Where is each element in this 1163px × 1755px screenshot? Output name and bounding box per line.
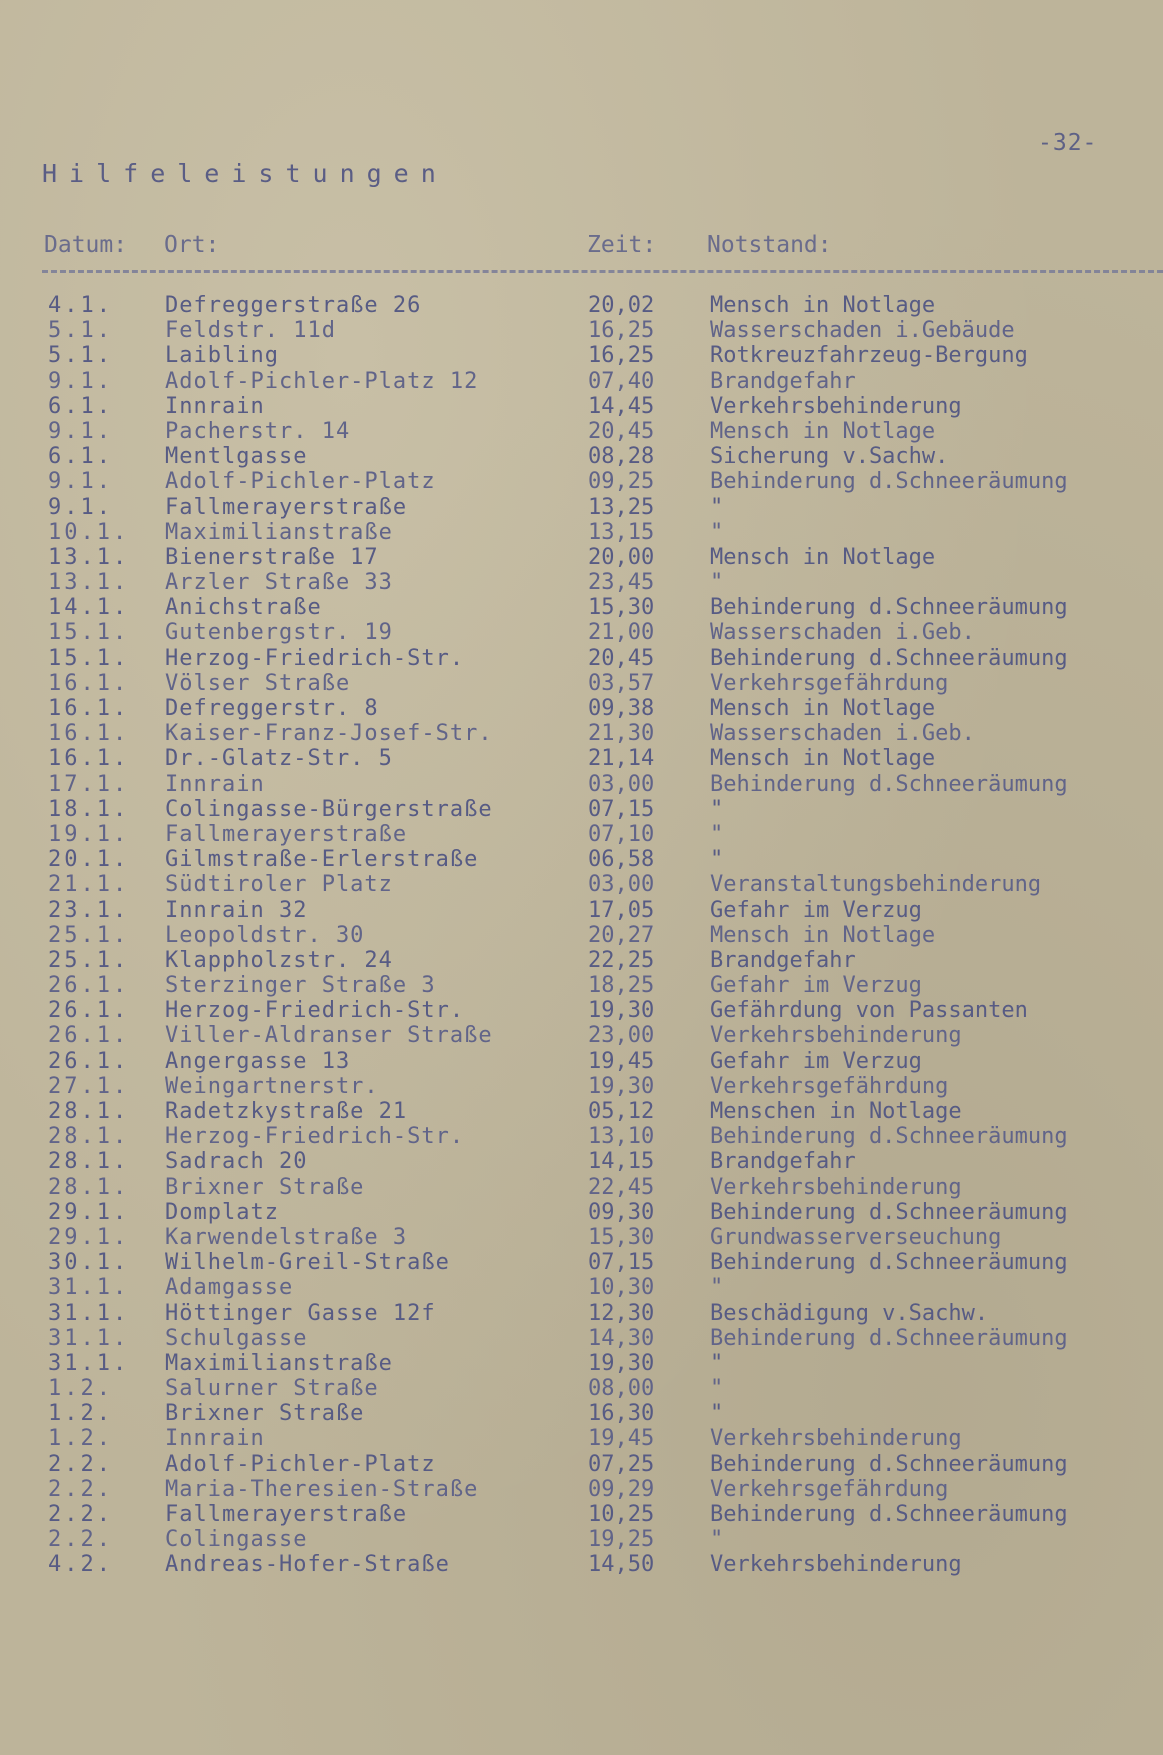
row-location: Herzog-Friedrich-Str. xyxy=(165,645,465,671)
row-location: Innrain xyxy=(165,393,265,419)
table-row xyxy=(0,746,1163,771)
row-emergency: " xyxy=(710,570,724,596)
row-location: Adolf-Pichler-Platz xyxy=(165,1451,436,1477)
row-emergency: Gefahr im Verzug xyxy=(710,897,922,923)
table-row xyxy=(0,721,1163,746)
row-time: 15,30 xyxy=(588,595,655,621)
table-row xyxy=(0,1426,1163,1451)
row-location: Andreas-Hofer-Straße xyxy=(165,1552,450,1578)
row-emergency: " xyxy=(710,494,724,520)
row-emergency: Brandgefahr xyxy=(710,1149,856,1175)
row-emergency: " xyxy=(710,821,724,847)
row-emergency: Grundwasserverseuchung xyxy=(710,1224,1002,1250)
row-emergency: Behinderung d.Schneeräumung xyxy=(710,1502,1068,1527)
table-row xyxy=(0,1250,1163,1275)
incident-list xyxy=(0,293,1163,1578)
row-date: 2.2. xyxy=(48,1451,113,1477)
table-row xyxy=(0,1326,1163,1351)
row-time: 03,57 xyxy=(588,670,655,696)
row-location: Leopoldstr. 30 xyxy=(165,922,365,948)
row-time: 20,27 xyxy=(588,922,655,948)
row-time: 19,30 xyxy=(588,1073,655,1099)
table-row xyxy=(0,671,1163,696)
row-location: Bienerstraße 17 xyxy=(165,544,379,570)
row-date: 28.1. xyxy=(48,1124,130,1150)
row-location: Herzog-Friedrich-Str. xyxy=(165,998,465,1024)
row-time: 17,05 xyxy=(588,897,655,923)
row-location: Viller-Aldranser Straße xyxy=(165,1023,493,1049)
table-row xyxy=(0,1552,1163,1577)
row-emergency: Verkehrsbehinderung xyxy=(710,1552,962,1578)
row-emergency: Verkehrsgefährdung xyxy=(710,670,949,696)
header-divider xyxy=(42,270,1163,273)
row-time: 20,02 xyxy=(588,293,655,318)
row-emergency: Verkehrsbehinderung xyxy=(710,1023,962,1049)
row-emergency: Brandgefahr xyxy=(710,368,856,394)
row-time: 21,14 xyxy=(588,746,655,772)
row-emergency: Menschen in Notlage xyxy=(710,1099,962,1124)
row-date: 26.1. xyxy=(48,998,130,1024)
row-date: 30.1. xyxy=(48,1250,130,1276)
row-time: 14,15 xyxy=(588,1149,655,1175)
row-time: 09,38 xyxy=(588,696,655,721)
row-date: 13.1. xyxy=(48,570,130,596)
table-row xyxy=(0,1124,1163,1149)
row-location: Fallmerayerstraße xyxy=(165,1502,408,1527)
table-row xyxy=(0,369,1163,394)
row-location: Laibling xyxy=(165,343,279,369)
row-time: 20,00 xyxy=(588,544,655,570)
row-time: 23,45 xyxy=(588,570,655,596)
row-location: Völser Straße xyxy=(165,670,351,696)
row-date: 16.1. xyxy=(48,670,130,696)
row-location: Wilhelm-Greil-Straße xyxy=(165,1250,450,1276)
row-date: 25.1. xyxy=(48,922,130,948)
row-date: 2.2. xyxy=(48,1502,113,1527)
row-emergency: Mensch in Notlage xyxy=(710,922,936,948)
row-date: 6.1. xyxy=(48,444,113,470)
row-location: Mentlgasse xyxy=(165,444,308,470)
row-location: Fallmerayerstraße xyxy=(165,821,408,847)
row-time: 07,25 xyxy=(588,1451,655,1477)
row-location: Südtiroler Platz xyxy=(165,872,393,898)
row-date: 2.2. xyxy=(48,1527,113,1553)
row-emergency: Behinderung d.Schneeräumung xyxy=(710,1451,1068,1477)
row-time: 09,30 xyxy=(588,1199,655,1225)
row-location: Anichstraße xyxy=(165,595,322,621)
row-date: 21.1. xyxy=(48,872,130,898)
table-row xyxy=(0,293,1163,318)
row-time: 22,25 xyxy=(588,947,655,973)
row-location: Adamgasse xyxy=(165,1275,294,1301)
row-time: 03,00 xyxy=(588,872,655,898)
table-row xyxy=(0,469,1163,494)
row-date: 29.1. xyxy=(48,1224,130,1250)
table-row xyxy=(0,998,1163,1023)
table-row xyxy=(0,1376,1163,1401)
table-row xyxy=(0,1351,1163,1376)
row-date: 15.1. xyxy=(48,645,130,671)
table-row xyxy=(0,822,1163,847)
table-row xyxy=(0,595,1163,620)
row-date: 26.1. xyxy=(48,1048,130,1074)
row-time: 05,12 xyxy=(588,1099,655,1124)
row-time: 19,45 xyxy=(588,1048,655,1074)
row-location: Maximilianstraße xyxy=(165,519,393,545)
row-date: 16.1. xyxy=(48,746,130,772)
row-date: 28.1. xyxy=(48,1149,130,1175)
row-time: 21,30 xyxy=(588,721,655,747)
row-location: Defreggerstr. 8 xyxy=(165,696,379,721)
row-location: Klappholzstr. 24 xyxy=(165,947,393,973)
row-emergency: Behinderung d.Schneeräumung xyxy=(710,645,1068,671)
row-date: 1.2. xyxy=(48,1426,113,1452)
table-row xyxy=(0,620,1163,645)
table-row xyxy=(0,1175,1163,1200)
table-row xyxy=(0,1074,1163,1099)
table-row xyxy=(0,1099,1163,1124)
row-location: Karwendelstraße 3 xyxy=(165,1224,408,1250)
row-date: 31.1. xyxy=(48,1350,130,1376)
row-location: Schulgasse xyxy=(165,1325,308,1351)
table-row xyxy=(0,318,1163,343)
row-date: 17.1. xyxy=(48,771,130,797)
table-row xyxy=(0,444,1163,469)
table-row xyxy=(0,696,1163,721)
row-location: Weingartnerstr. xyxy=(165,1073,379,1099)
row-date: 29.1. xyxy=(48,1199,130,1225)
row-time: 10,25 xyxy=(588,1502,655,1527)
row-location: Herzog-Friedrich-Str. xyxy=(165,1124,465,1150)
table-row xyxy=(0,948,1163,973)
table-row xyxy=(0,872,1163,897)
row-emergency: " xyxy=(710,847,724,873)
row-date: 31.1. xyxy=(48,1275,130,1301)
row-location: Gilmstraße-Erlerstraße xyxy=(165,847,479,873)
row-date: 1.2. xyxy=(48,1401,113,1427)
row-location: Arzler Straße 33 xyxy=(165,570,393,596)
table-row xyxy=(0,570,1163,595)
column-header-datum: Datum: xyxy=(44,232,128,258)
document-title: Hilfeleistungen xyxy=(42,159,448,188)
row-location: Innrain xyxy=(165,1426,265,1452)
row-emergency: Verkehrsgefährdung xyxy=(710,1073,949,1099)
table-row xyxy=(0,1275,1163,1300)
table-row xyxy=(0,797,1163,822)
table-row xyxy=(0,898,1163,923)
row-date: 6.1. xyxy=(48,393,113,419)
row-emergency: Wasserschaden i.Geb. xyxy=(710,721,975,747)
table-row xyxy=(0,1477,1163,1502)
row-time: 12,30 xyxy=(588,1300,655,1326)
row-location: Maria-Theresien-Straße xyxy=(165,1476,479,1502)
row-emergency: Mensch in Notlage xyxy=(710,418,936,444)
row-date: 16.1. xyxy=(48,696,130,721)
table-row xyxy=(0,1149,1163,1174)
row-date: 31.1. xyxy=(48,1325,130,1351)
row-time: 07,40 xyxy=(588,368,655,394)
row-emergency: Gefährdung von Passanten xyxy=(710,998,1028,1024)
row-emergency: Behinderung d.Schneeräumung xyxy=(710,595,1068,621)
row-location: Sadrach 20 xyxy=(165,1149,308,1175)
row-location: Domplatz xyxy=(165,1199,279,1225)
row-time: 21,00 xyxy=(588,620,655,646)
row-date: 5.1. xyxy=(48,343,113,369)
row-time: 22,45 xyxy=(588,1174,655,1200)
row-date: 31.1. xyxy=(48,1300,130,1326)
row-time: 19,25 xyxy=(588,1527,655,1553)
row-time: 08,28 xyxy=(588,444,655,470)
row-emergency: Verkehrsbehinderung xyxy=(710,1174,962,1200)
row-time: 14,30 xyxy=(588,1325,655,1351)
row-date: 27.1. xyxy=(48,1073,130,1099)
row-date: 9.1. xyxy=(48,494,113,520)
row-emergency: Verkehrsbehinderung xyxy=(710,393,962,419)
table-row xyxy=(0,772,1163,797)
row-time: 07,15 xyxy=(588,796,655,822)
row-location: Adolf-Pichler-Platz xyxy=(165,469,436,495)
table-row xyxy=(0,1301,1163,1326)
row-emergency: Brandgefahr xyxy=(710,947,856,973)
row-emergency: Gefahr im Verzug xyxy=(710,1048,922,1074)
row-location: Radetzkystraße 21 xyxy=(165,1099,408,1124)
table-row xyxy=(0,646,1163,671)
row-date: 16.1. xyxy=(48,721,130,747)
page-number: -32- xyxy=(1038,130,1098,156)
row-date: 5.1. xyxy=(48,318,113,344)
row-date: 23.1. xyxy=(48,897,130,923)
row-date: 26.1. xyxy=(48,1023,130,1049)
table-row xyxy=(0,1200,1163,1225)
row-time: 08,00 xyxy=(588,1376,655,1402)
row-time: 10,30 xyxy=(588,1275,655,1301)
row-date: 15.1. xyxy=(48,620,130,646)
row-date: 10.1. xyxy=(48,519,130,545)
row-location: Kaiser-Franz-Josef-Str. xyxy=(165,721,493,747)
row-time: 14,50 xyxy=(588,1552,655,1578)
row-emergency: " xyxy=(710,1350,724,1376)
row-location: Höttinger Gasse 12f xyxy=(165,1300,436,1326)
row-time: 16,25 xyxy=(588,343,655,369)
row-emergency: Beschädigung v.Sachw. xyxy=(710,1300,989,1326)
row-time: 13,15 xyxy=(588,519,655,545)
row-location: Colingasse xyxy=(165,1527,308,1553)
row-location: Dr.-Glatz-Str. 5 xyxy=(165,746,393,772)
table-row xyxy=(0,495,1163,520)
row-date: 20.1. xyxy=(48,847,130,873)
row-emergency: Veranstaltungsbehinderung xyxy=(710,872,1042,898)
row-emergency: " xyxy=(710,519,724,545)
table-row xyxy=(0,343,1163,368)
row-date: 2.2. xyxy=(48,1476,113,1502)
row-date: 28.1. xyxy=(48,1174,130,1200)
table-row xyxy=(0,1401,1163,1426)
row-emergency: Wasserschaden i.Gebäude xyxy=(710,318,1015,344)
row-location: Pacherstr. 14 xyxy=(165,418,351,444)
row-emergency: Behinderung d.Schneeräumung xyxy=(710,469,1068,495)
row-emergency: Mensch in Notlage xyxy=(710,293,936,318)
row-time: 16,30 xyxy=(588,1401,655,1427)
row-date: 9.1. xyxy=(48,469,113,495)
column-header-notstand: Notstand: xyxy=(707,232,832,258)
row-time: 13,10 xyxy=(588,1124,655,1150)
table-row xyxy=(0,1527,1163,1552)
row-emergency: Rotkreuzfahrzeug-Bergung xyxy=(710,343,1028,369)
row-emergency: Behinderung d.Schneeräumung xyxy=(710,1199,1068,1225)
row-emergency: Mensch in Notlage xyxy=(710,544,936,570)
row-date: 26.1. xyxy=(48,973,130,999)
column-header-ort: Ort: xyxy=(164,232,220,258)
row-time: 18,25 xyxy=(588,973,655,999)
row-date: 4.2. xyxy=(48,1552,113,1578)
row-date: 4.1. xyxy=(48,293,113,318)
row-time: 19,30 xyxy=(588,998,655,1024)
table-row xyxy=(0,973,1163,998)
row-emergency: " xyxy=(710,1275,724,1301)
row-time: 14,45 xyxy=(588,393,655,419)
row-emergency: Verkehrsbehinderung xyxy=(710,1426,962,1452)
row-time: 06,58 xyxy=(588,847,655,873)
row-location: Feldstr. 11d xyxy=(165,318,336,344)
row-date: 28.1. xyxy=(48,1099,130,1124)
row-location: Defreggerstraße 26 xyxy=(165,293,422,318)
row-emergency: Wasserschaden i.Geb. xyxy=(710,620,975,646)
row-location: Adolf-Pichler-Platz 12 xyxy=(165,368,479,394)
table-row xyxy=(0,847,1163,872)
row-location: Maximilianstraße xyxy=(165,1350,393,1376)
row-date: 18.1. xyxy=(48,796,130,822)
table-row xyxy=(0,1225,1163,1250)
table-row xyxy=(0,1023,1163,1048)
table-row xyxy=(0,520,1163,545)
row-location: Gutenbergstr. 19 xyxy=(165,620,393,646)
row-emergency: Behinderung d.Schneeräumung xyxy=(710,771,1068,797)
row-location: Colingasse-Bürgerstraße xyxy=(165,796,493,822)
row-time: 07,15 xyxy=(588,1250,655,1276)
row-emergency: " xyxy=(710,796,724,822)
row-emergency: " xyxy=(710,1527,724,1553)
row-emergency: Mensch in Notlage xyxy=(710,696,936,721)
row-location: Sterzinger Straße 3 xyxy=(165,973,436,999)
row-emergency: Verkehrsgefährdung xyxy=(710,1476,949,1502)
row-date: 9.1. xyxy=(48,368,113,394)
table-row xyxy=(0,394,1163,419)
table-row xyxy=(0,419,1163,444)
row-date: 19.1. xyxy=(48,821,130,847)
table-row xyxy=(0,1049,1163,1074)
row-location: Innrain xyxy=(165,771,265,797)
row-emergency: Behinderung d.Schneeräumung xyxy=(710,1124,1068,1150)
row-date: 14.1. xyxy=(48,595,130,621)
row-time: 09,25 xyxy=(588,469,655,495)
row-emergency: Sicherung v.Sachw. xyxy=(710,444,949,470)
row-date: 13.1. xyxy=(48,544,130,570)
row-location: Salurner Straße xyxy=(165,1376,379,1402)
row-emergency: Mensch in Notlage xyxy=(710,746,936,772)
table-row xyxy=(0,923,1163,948)
row-time: 13,25 xyxy=(588,494,655,520)
row-time: 03,00 xyxy=(588,771,655,797)
row-date: 1.2. xyxy=(48,1376,113,1402)
table-row xyxy=(0,545,1163,570)
row-time: 19,45 xyxy=(588,1426,655,1452)
row-emergency: Gefahr im Verzug xyxy=(710,973,922,999)
row-location: Angergasse 13 xyxy=(165,1048,351,1074)
table-row xyxy=(0,1452,1163,1477)
row-time: 15,30 xyxy=(588,1224,655,1250)
row-time: 09,29 xyxy=(588,1476,655,1502)
table-row xyxy=(0,1502,1163,1527)
row-emergency: Behinderung d.Schneeräumung xyxy=(710,1325,1068,1351)
column-header-zeit: Zeit: xyxy=(587,232,657,258)
row-emergency: " xyxy=(710,1401,724,1427)
row-emergency: Behinderung d.Schneeräumung xyxy=(710,1250,1068,1276)
row-time: 16,25 xyxy=(588,318,655,344)
row-date: 25.1. xyxy=(48,947,130,973)
row-time: 19,30 xyxy=(588,1350,655,1376)
row-time: 07,10 xyxy=(588,821,655,847)
row-time: 23,00 xyxy=(588,1023,655,1049)
row-date: 9.1. xyxy=(48,418,113,444)
row-location: Fallmerayerstraße xyxy=(165,494,408,520)
row-location: Brixner Straße xyxy=(165,1401,365,1427)
row-time: 20,45 xyxy=(588,645,655,671)
row-location: Innrain 32 xyxy=(165,897,308,923)
row-location: Brixner Straße xyxy=(165,1174,365,1200)
row-time: 20,45 xyxy=(588,418,655,444)
row-emergency: " xyxy=(710,1376,724,1402)
